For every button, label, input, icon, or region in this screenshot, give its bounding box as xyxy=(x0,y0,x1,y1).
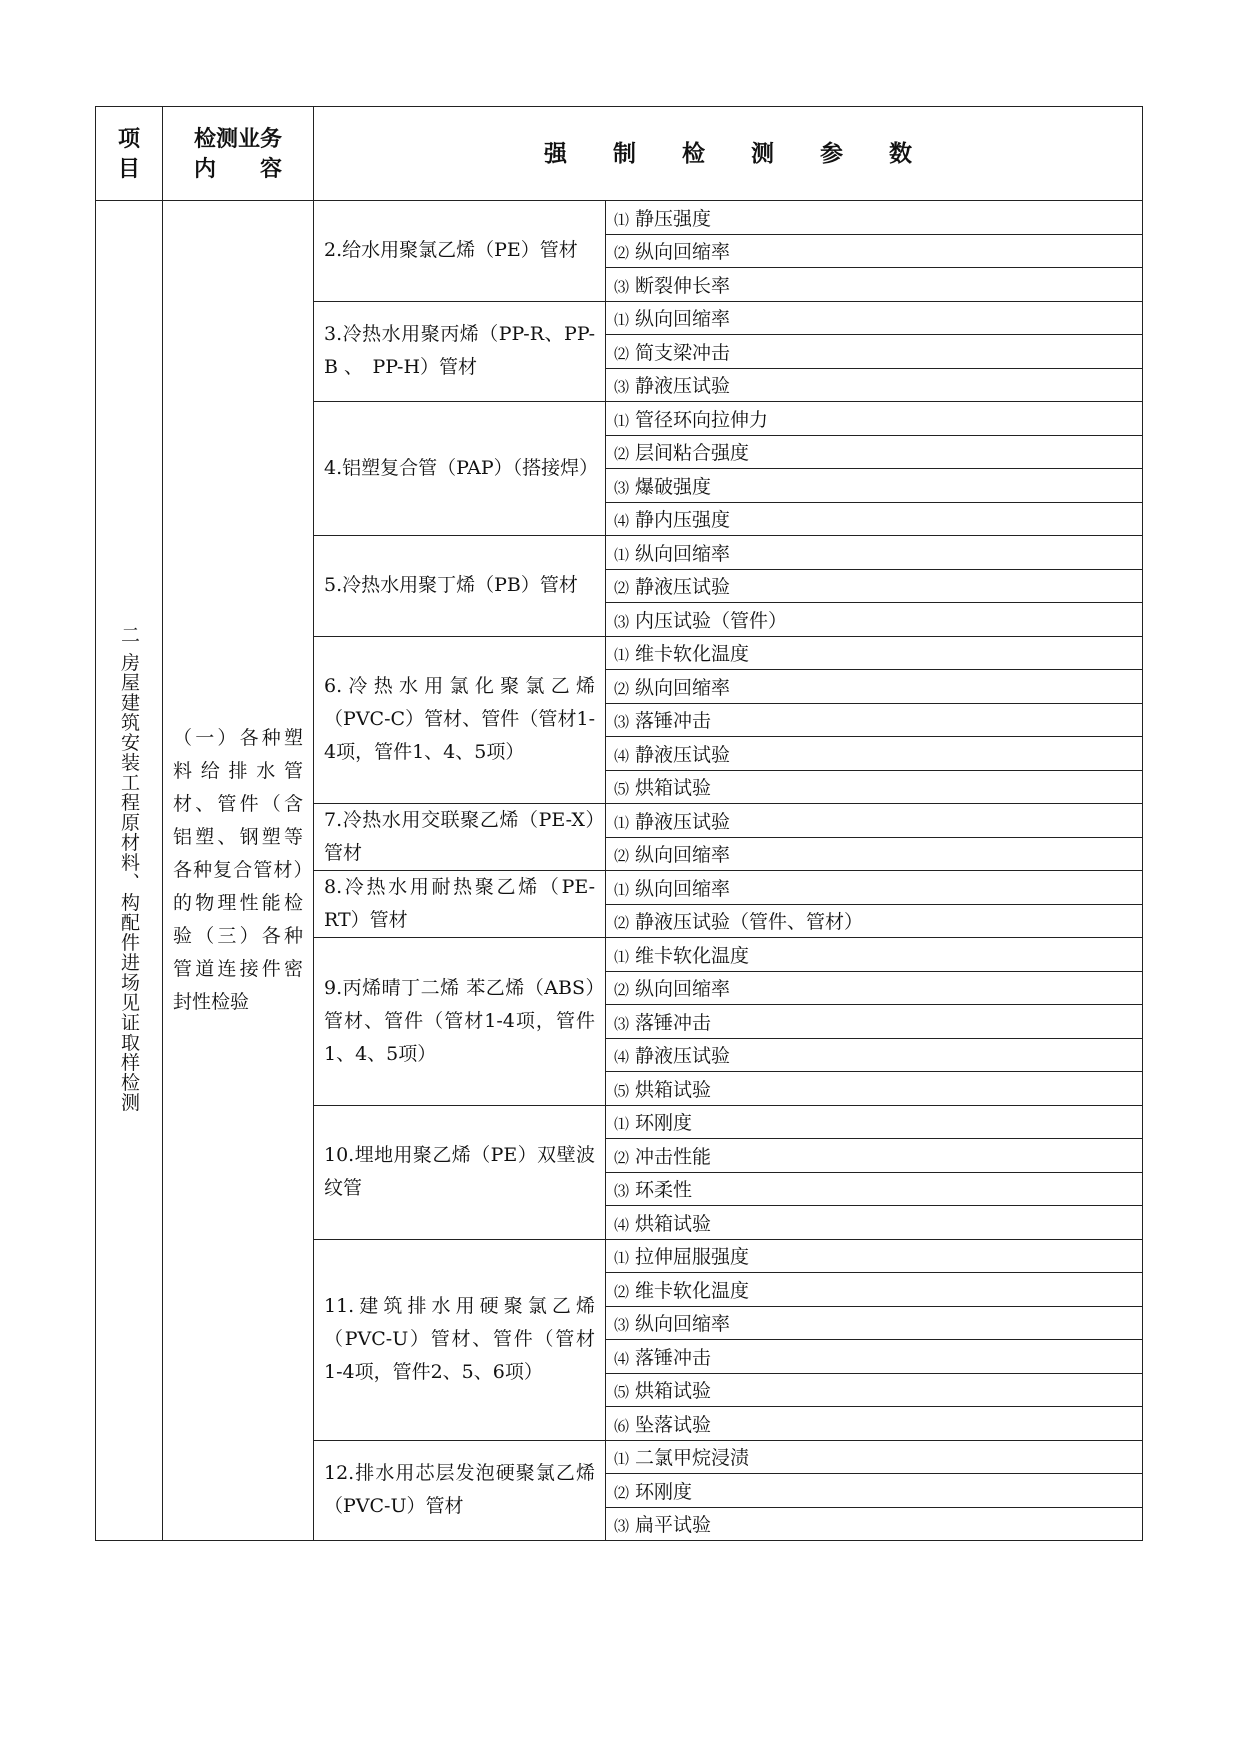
param-cell xyxy=(606,1306,1143,1340)
param-cell xyxy=(606,1139,1143,1173)
param-cell xyxy=(606,837,1143,871)
param-number: ⑶ xyxy=(614,1517,630,1536)
param-cell xyxy=(606,1340,1143,1374)
param-label: 纵向回缩率 xyxy=(635,308,731,331)
param-label: 二氯甲烷浸渍 xyxy=(635,1447,750,1470)
param-number: ⑹ xyxy=(614,1416,630,1435)
param-cell xyxy=(606,603,1143,637)
param-label: 静内压强度 xyxy=(635,509,731,532)
item-name: 12.排水用芯层发泡硬聚氯乙烯（PVC-U）管材 xyxy=(314,1440,606,1541)
param-cell xyxy=(606,871,1143,905)
param-cell xyxy=(606,536,1143,570)
header-business xyxy=(163,107,314,201)
param-label: 静液压试验 xyxy=(635,743,731,766)
param-label: 管径环向拉伸力 xyxy=(635,408,769,431)
item-name: 6.冷热水用氯化聚氯乙烯（PVC-C）管材、管件（管材1-4项，管件1、4、5项） xyxy=(314,636,606,804)
param-number: ⑵ xyxy=(614,914,630,933)
param-label: 烘箱试验 xyxy=(635,1078,712,1101)
scope-cell: （一）各种塑料给排水管材、管件（含铝塑、钢塑等各种复合管材）的物理性能检验（三）各种管道连接件密封性检验 xyxy=(163,201,314,1541)
param-cell xyxy=(606,770,1143,804)
param-label: 纵向回缩率 xyxy=(635,676,731,699)
param-number: ⑶ xyxy=(614,713,630,732)
param-label: 静液压试验（管件、管材） xyxy=(635,911,864,934)
item-name: 9.丙烯晴丁二烯 苯乙烯（ABS）管材、管件（管材1-4项，管件1、4、5项） xyxy=(314,938,606,1106)
param-label: 烘箱试验 xyxy=(635,777,712,800)
header-business-line2: 内 容 xyxy=(193,155,282,182)
param-cell xyxy=(606,268,1143,302)
param-label: 环刚度 xyxy=(635,1112,693,1135)
table-row xyxy=(96,201,1143,235)
param-number: ⑵ xyxy=(614,344,630,363)
param-cell xyxy=(606,402,1143,436)
param-cell xyxy=(606,1474,1143,1508)
project-label: 二 房屋建筑安装工程原材料、构配件进场见证取样检测 xyxy=(118,624,140,1113)
param-number: ⑵ xyxy=(614,579,630,598)
param-cell xyxy=(606,737,1143,771)
param-number: ⑴ xyxy=(614,311,630,330)
param-number: ⑵ xyxy=(614,981,630,1000)
param-number: ⑴ xyxy=(614,545,630,564)
param-label: 拉伸屈服强度 xyxy=(635,1246,750,1269)
param-cell xyxy=(606,1206,1143,1240)
param-number: ⑶ xyxy=(614,478,630,497)
param-cell xyxy=(606,938,1143,972)
param-label: 纵向回缩率 xyxy=(635,241,731,264)
item-name: 8.冷热水用耐热聚乙烯（PE-RT）管材 xyxy=(314,871,606,938)
param-cell xyxy=(606,1273,1143,1307)
param-number: ⑴ xyxy=(614,411,630,430)
param-cell xyxy=(606,804,1143,838)
param-number: ⑴ xyxy=(614,1450,630,1469)
param-number: ⑵ xyxy=(614,244,630,263)
param-number: ⑸ xyxy=(614,780,630,799)
param-number: ⑴ xyxy=(614,813,630,832)
item-name: 5.冷热水用聚丁烯（PB）管材 xyxy=(314,536,606,637)
param-label: 维卡软化温度 xyxy=(635,944,750,967)
param-cell xyxy=(606,1105,1143,1139)
param-cell xyxy=(606,1440,1143,1474)
param-number: ⑶ xyxy=(614,1014,630,1033)
project-cell xyxy=(96,201,163,1541)
param-label: 简支梁冲击 xyxy=(635,341,731,364)
param-cell xyxy=(606,636,1143,670)
param-number: ⑶ xyxy=(614,378,630,397)
param-number: ⑵ xyxy=(614,445,630,464)
param-cell xyxy=(606,1507,1143,1541)
param-label: 纵向回缩率 xyxy=(635,1313,731,1336)
param-label: 环柔性 xyxy=(635,1179,693,1202)
param-number: ⑵ xyxy=(614,1148,630,1167)
param-number: ⑷ xyxy=(614,1349,630,1368)
param-cell xyxy=(606,469,1143,503)
param-label: 断裂伸长率 xyxy=(635,274,731,297)
param-cell xyxy=(606,1172,1143,1206)
param-label: 落锤冲击 xyxy=(635,1346,712,1369)
param-label: 静液压试验 xyxy=(635,1045,731,1068)
header-project xyxy=(96,107,163,201)
param-label: 内压试验（管件） xyxy=(635,609,788,632)
item-name: 7.冷热水用交联聚乙烯（PE-X）管材 xyxy=(314,804,606,871)
param-cell xyxy=(606,1373,1143,1407)
param-cell xyxy=(606,502,1143,536)
param-label: 扁平试验 xyxy=(635,1514,712,1537)
param-label: 纵向回缩率 xyxy=(635,877,731,900)
param-label: 维卡软化温度 xyxy=(635,643,750,666)
item-name: 3.冷热水用聚丙烯（PP-R、PP-B 、 PP-H）管材 xyxy=(314,301,606,402)
param-cell xyxy=(606,703,1143,737)
param-number: ⑴ xyxy=(614,1249,630,1268)
param-label: 爆破强度 xyxy=(635,475,712,498)
param-number: ⑵ xyxy=(614,1282,630,1301)
item-name: 11.建筑排水用硬聚氯乙烯（PVC-U）管材、管件（管材1-4项，管件2、5、6项） xyxy=(314,1239,606,1440)
param-cell xyxy=(606,904,1143,938)
param-number: ⑴ xyxy=(614,646,630,665)
header-business-line1: 检测业务 xyxy=(193,125,282,152)
param-cell xyxy=(606,368,1143,402)
param-number: ⑷ xyxy=(614,512,630,531)
param-number: ⑶ xyxy=(614,277,630,296)
param-label: 层间粘合强度 xyxy=(635,442,750,465)
param-label: 静液压试验 xyxy=(635,576,731,599)
param-number: ⑵ xyxy=(614,1483,630,1502)
inspection-table xyxy=(95,106,1143,1541)
item-name: 4.铝塑复合管（PAP）（搭接焊） xyxy=(314,402,606,536)
param-cell xyxy=(606,201,1143,235)
param-number: ⑶ xyxy=(614,1182,630,1201)
param-label: 烘箱试验 xyxy=(635,1380,712,1403)
param-number: ⑷ xyxy=(614,1048,630,1067)
param-label: 纵向回缩率 xyxy=(635,542,731,565)
param-cell xyxy=(606,435,1143,469)
param-label: 维卡软化温度 xyxy=(635,1279,750,1302)
param-label: 纵向回缩率 xyxy=(635,978,731,1001)
param-number: ⑷ xyxy=(614,1215,630,1234)
param-number: ⑷ xyxy=(614,746,630,765)
param-number: ⑵ xyxy=(614,679,630,698)
param-number: ⑴ xyxy=(614,947,630,966)
param-label: 静液压试验 xyxy=(635,375,731,398)
param-number: ⑶ xyxy=(614,612,630,631)
param-label: 烘箱试验 xyxy=(635,1212,712,1235)
param-number: ⑴ xyxy=(614,1115,630,1134)
param-label: 落锤冲击 xyxy=(635,710,712,733)
param-cell xyxy=(606,1239,1143,1273)
param-cell xyxy=(606,569,1143,603)
item-name: 10.埋地用聚乙烯（PE）双壁波纹管 xyxy=(314,1105,606,1239)
param-number: ⑴ xyxy=(614,880,630,899)
param-cell xyxy=(606,335,1143,369)
header-project-text: 项目 xyxy=(117,125,140,182)
param-number: ⑶ xyxy=(614,1316,630,1335)
param-number: ⑴ xyxy=(614,210,630,229)
param-cell xyxy=(606,1038,1143,1072)
param-number: ⑵ xyxy=(614,847,630,866)
param-label: 静液压试验 xyxy=(635,810,731,833)
table-body xyxy=(96,201,1143,1541)
param-label: 冲击性能 xyxy=(635,1145,712,1168)
param-cell xyxy=(606,1005,1143,1039)
param-label: 纵向回缩率 xyxy=(635,844,731,867)
param-cell xyxy=(606,670,1143,704)
param-cell xyxy=(606,1407,1143,1441)
param-number: ⑸ xyxy=(614,1383,630,1402)
param-cell xyxy=(606,1072,1143,1106)
param-label: 环刚度 xyxy=(635,1480,693,1503)
param-cell xyxy=(606,971,1143,1005)
param-label: 坠落试验 xyxy=(635,1413,712,1436)
param-cell xyxy=(606,234,1143,268)
item-name: 2.给水用聚氯乙烯（PE）管材 xyxy=(314,201,606,302)
param-label: 静压强度 xyxy=(635,207,712,230)
param-number: ⑸ xyxy=(614,1081,630,1100)
header-row xyxy=(96,107,1143,201)
param-label: 落锤冲击 xyxy=(635,1011,712,1034)
header-params-title: 强制检测参数 xyxy=(314,107,1143,201)
param-cell xyxy=(606,301,1143,335)
